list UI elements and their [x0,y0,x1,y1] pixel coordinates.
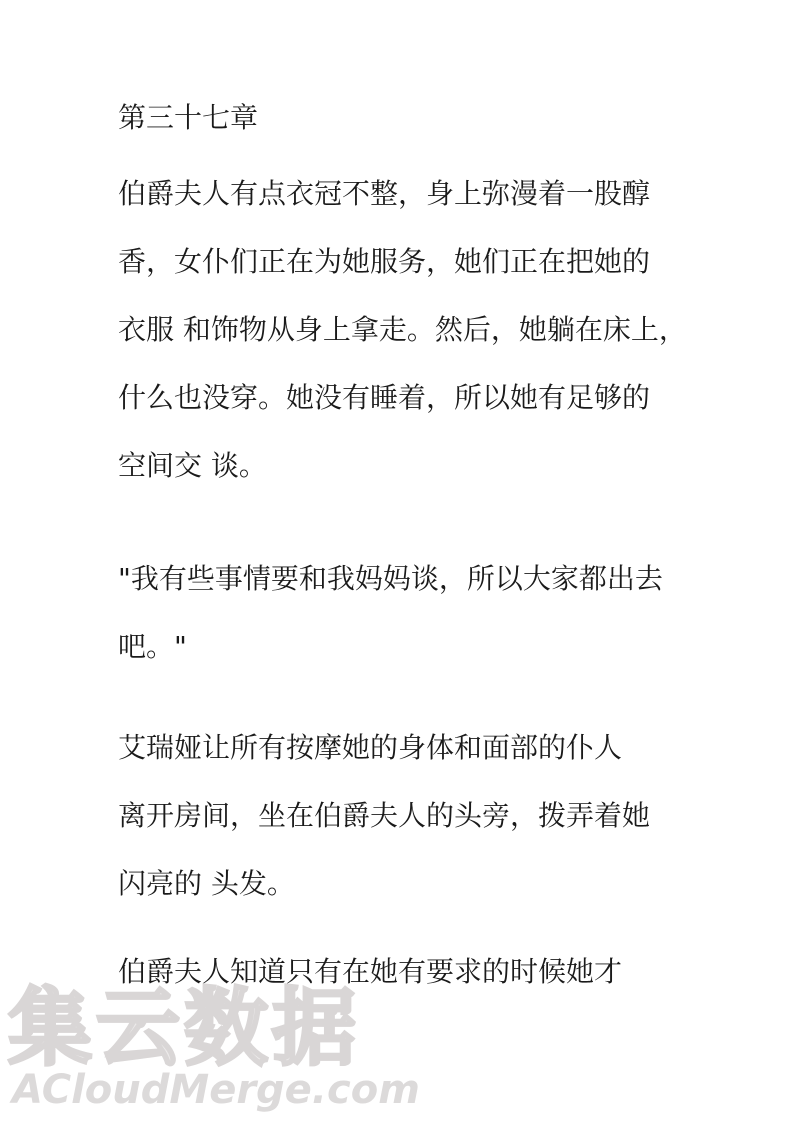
paragraph-3 [118,714,688,918]
watermark-english: ACloudMerge.com [12,1067,420,1113]
paragraph-line: 空间交 谈。 [118,449,267,482]
paragraph-line: 伯爵夫人知道只有在她有要求的时候她才 [118,955,623,988]
paragraph-line: 什么也没穿。她没有睡着，所以她有足够的 [118,381,651,414]
watermark [8,979,420,1120]
chapter-title [118,84,688,152]
paragraph-line: 艾瑞娅让所有按摩她的身体和面部的仆人 [118,731,623,764]
paragraph-line: 伯爵夫人有点衣冠不整，身上弥漫着一股醇 [118,177,651,210]
paragraph-2 [118,545,688,681]
chapter-title-text: 第三十七章 [118,101,259,134]
paragraph-line: 香，女仆们正在为她服务，她们正在把她的 [118,245,651,278]
paragraph-1 [118,160,688,500]
paragraph-line: 闪亮的 头发。 [118,867,295,900]
paragraph-line: 衣服 和饰物从身上拿走。然后，她躺在床上， [118,313,687,346]
paragraph-line: 吧。" [118,630,187,663]
watermark-chinese: 集云数据 [8,979,361,1077]
paragraph-line: 离开房间，坐在伯爵夫人的头旁，拨弄着她 [118,799,651,832]
paragraph-line: "我有些事情要和我妈妈谈，所以大家都出去 [118,562,663,595]
